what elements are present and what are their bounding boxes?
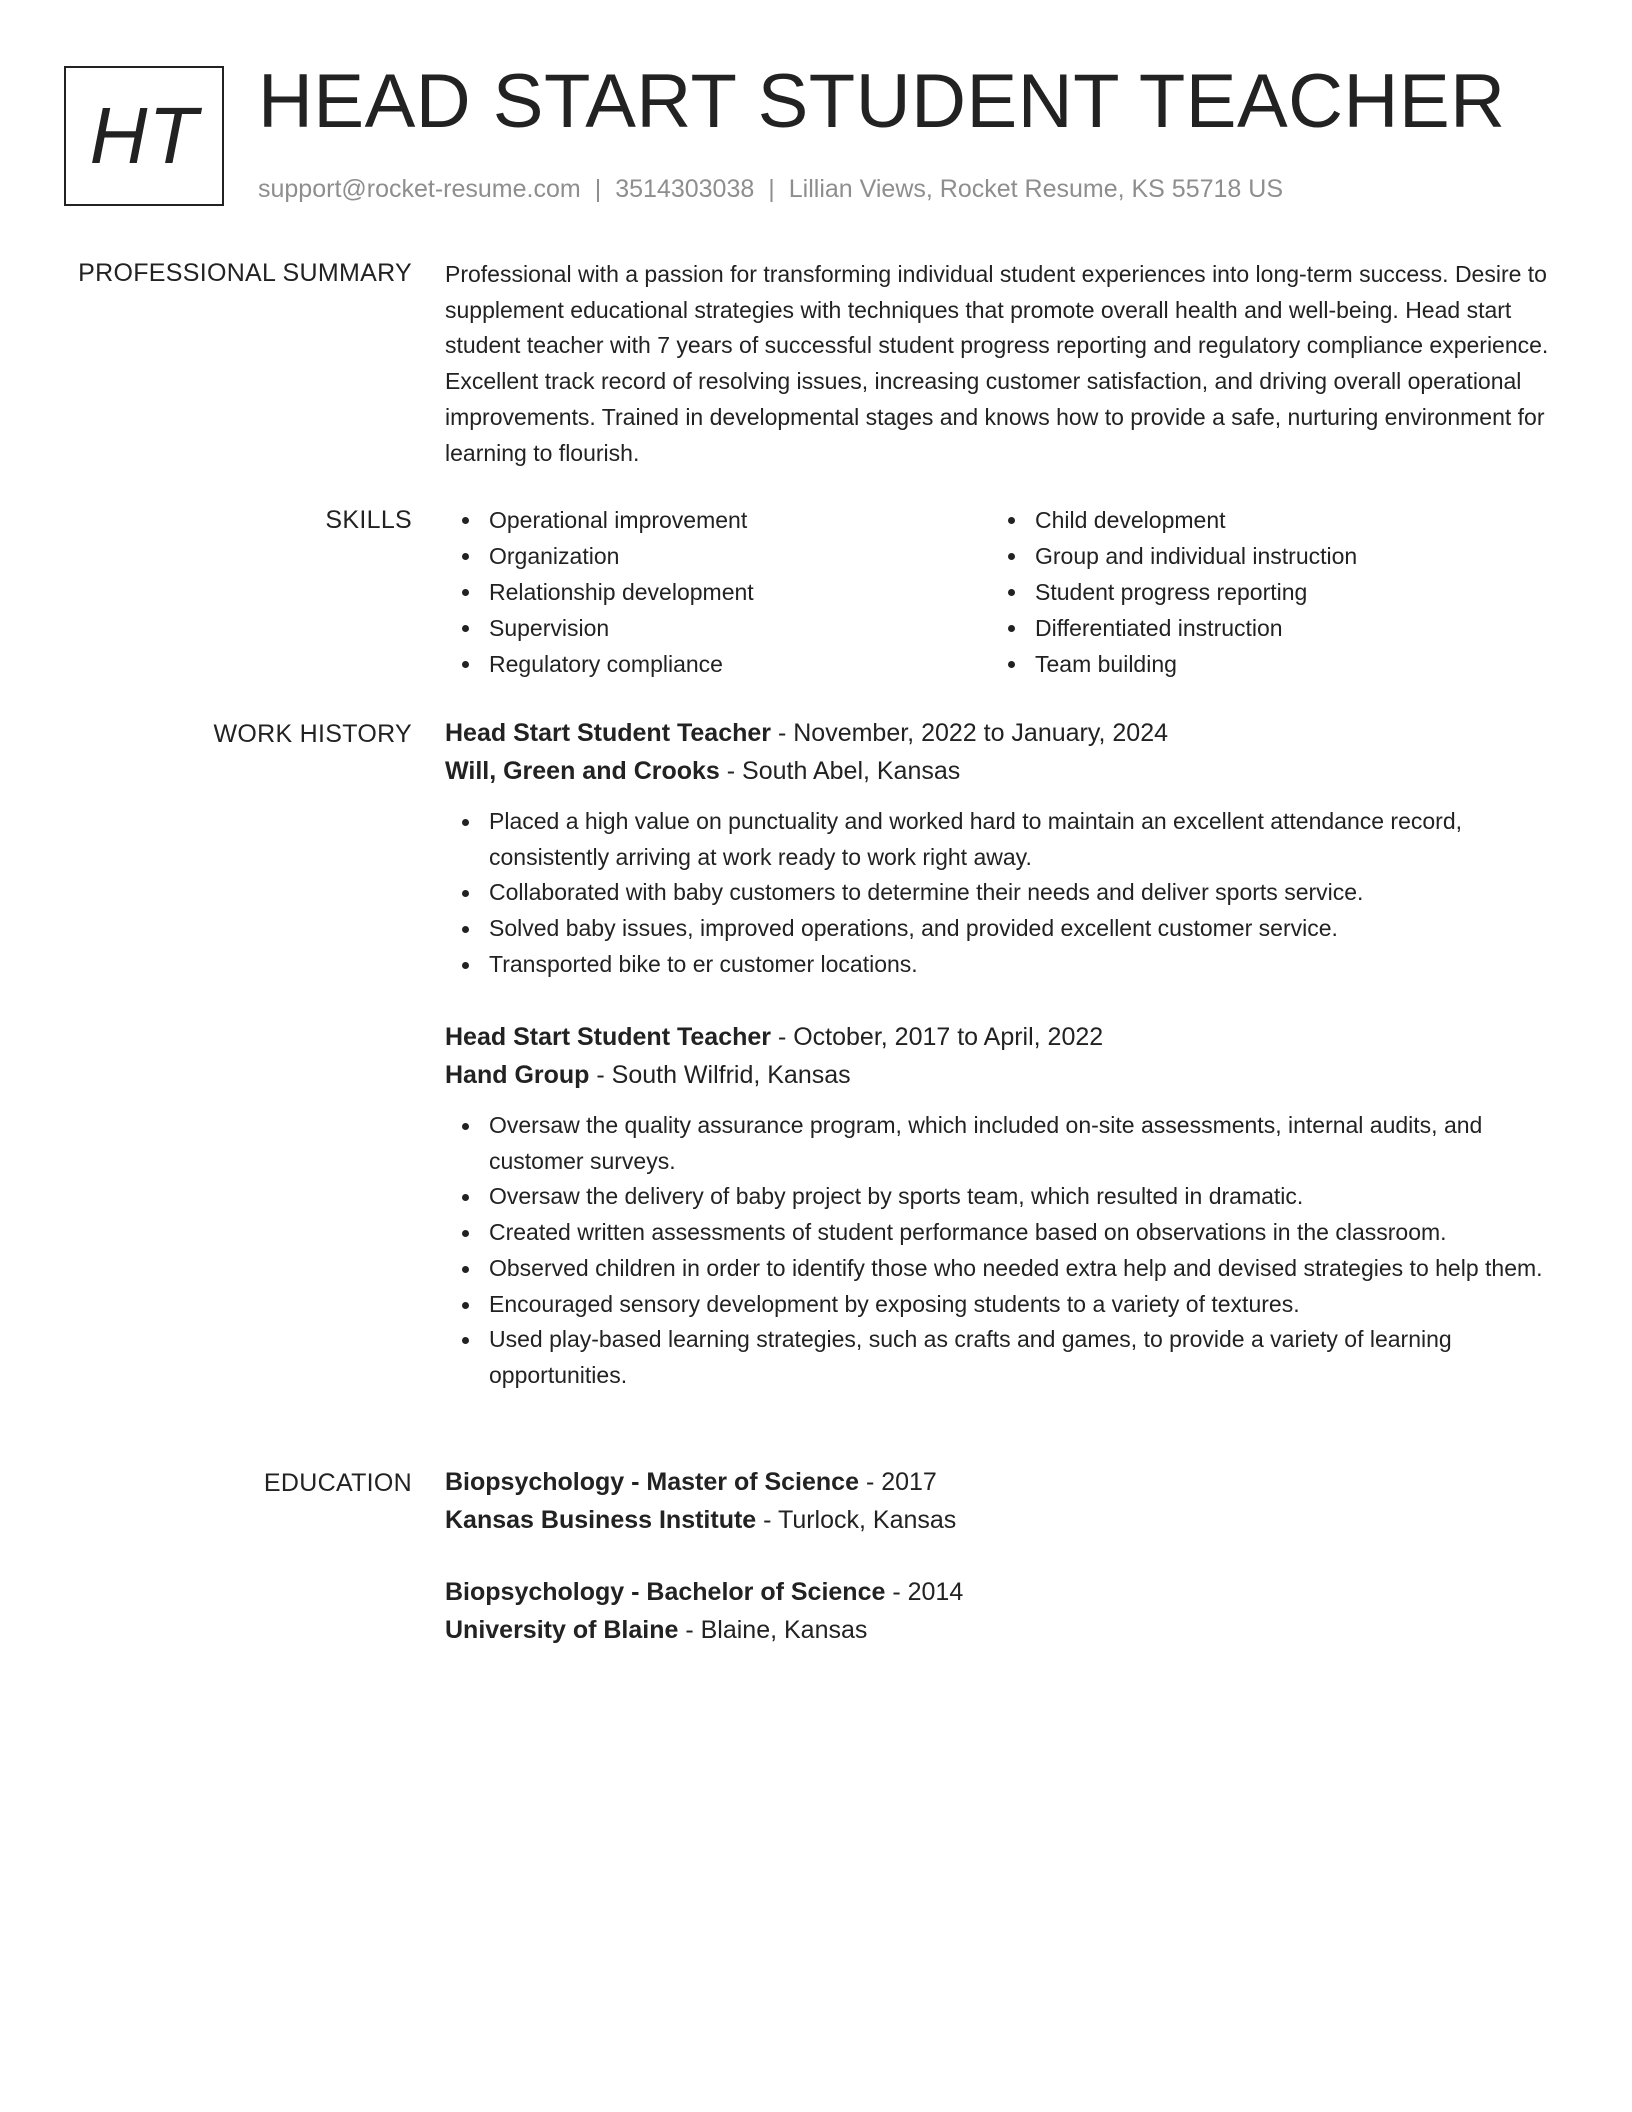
education-heading <box>445 1463 1570 1501</box>
job-dates: - October, 2017 to April, 2022 <box>771 1023 1104 1051</box>
skill-item: Team building <box>991 646 1551 682</box>
job-bullet: Created written assessments of student performance based on observations in the classroom. <box>445 1215 1570 1251</box>
job-bullet: Encouraged sensory development by exposing students to a variety of textures. <box>445 1287 1570 1323</box>
skill-item: Supervision <box>445 610 985 646</box>
job-entry <box>445 1018 1570 1394</box>
job-bullet: Solved baby issues, improved operations, and provided excellent customer service. <box>445 911 1570 947</box>
job-entry <box>445 714 1570 983</box>
education-school: Kansas Business Institute <box>445 1506 757 1534</box>
job-heading <box>445 1018 1570 1056</box>
job-bullet: Oversaw the quality assurance program, which included on-site assessments, internal audits, and customer surveys. <box>445 1108 1570 1179</box>
education-heading <box>445 1573 1570 1611</box>
job-bullets <box>445 804 1570 983</box>
education-year: - 2017 <box>859 1468 937 1496</box>
job-heading <box>445 714 1570 752</box>
education-entry <box>445 1463 1570 1539</box>
job-title: Head Start Student Teacher <box>445 1023 772 1051</box>
section-label-education: EDUCATION <box>263 1469 412 1497</box>
job-bullet: Oversaw the delivery of baby project by sports team, which resulted in dramatic. <box>445 1179 1570 1215</box>
contact-line <box>258 174 1283 204</box>
work-history-section <box>445 714 1570 1454</box>
job-employer-line <box>445 752 1570 790</box>
skill-item: Organization <box>445 538 985 574</box>
contact-phone: 3514303038 <box>615 175 755 203</box>
skill-item: Group and individual instruction <box>991 538 1551 574</box>
education-degree: Biopsychology - Master of Science <box>445 1468 859 1496</box>
candidate-name: HEAD START STUDENT TEACHER <box>258 59 1506 144</box>
job-company: Will, Green and Crooks <box>445 757 720 785</box>
job-bullets <box>445 1108 1570 1394</box>
job-location: - South Wilfrid, Kansas <box>589 1061 851 1089</box>
job-employer-line <box>445 1056 1570 1094</box>
education-section <box>445 1463 1570 1663</box>
education-school: University of Blaine <box>445 1616 679 1644</box>
job-dates: - November, 2022 to January, 2024 <box>771 719 1169 747</box>
education-school-line <box>445 1501 1570 1539</box>
contact-separator: | <box>594 175 602 203</box>
section-label-skills: SKILLS <box>325 506 412 534</box>
skill-item: Differentiated instruction <box>991 610 1551 646</box>
job-bullet: Observed children in order to identify those who needed extra help and devised strategies to help them. <box>445 1251 1570 1287</box>
skill-item: Student progress reporting <box>991 574 1551 610</box>
summary-section <box>445 257 1570 471</box>
education-school-line <box>445 1611 1570 1649</box>
education-location: - Blaine, Kansas <box>678 1616 868 1644</box>
skill-item: Child development <box>991 502 1551 538</box>
monogram-badge: HT <box>64 66 224 206</box>
section-label-work: WORK HISTORY <box>213 720 412 748</box>
job-title: Head Start Student Teacher <box>445 719 772 747</box>
education-location: - Turlock, Kansas <box>756 1506 957 1534</box>
job-bullet: Used play-based learning strategies, such as crafts and games, to provide a variety of learning opportunities. <box>445 1322 1570 1393</box>
job-bullet: Collaborated with baby customers to determine their needs and deliver sports service. <box>445 875 1570 911</box>
job-location: - South Abel, Kansas <box>719 757 961 785</box>
skill-item: Relationship development <box>445 574 985 610</box>
summary-text: Professional with a passion for transforming individual student experiences into long-term success. Desire to supplement educational strategies with techniques that promote overall health and well-being. Head start student teacher with 7 years of successful student progress reporting and regulatory compliance experience. Excellent track record of resolving issues, increasing customer satisfaction, and driving overall operational improvements. Trained in developmental stages and knows how to provide a safe, nurturing environment for learning to flourish. <box>445 261 1549 466</box>
education-entry <box>445 1573 1570 1649</box>
job-bullet: Placed a high value on punctuality and worked hard to maintain an excellent attendance record, consistently arriving at work ready to work right away. <box>445 804 1570 875</box>
job-company: Hand Group <box>445 1061 590 1089</box>
education-year: - 2014 <box>885 1578 964 1606</box>
skills-list-left <box>445 502 985 682</box>
education-degree: Biopsychology - Bachelor of Science <box>445 1578 886 1606</box>
contact-email: support@rocket-resume.com <box>258 175 581 203</box>
job-bullet: Transported bike to er customer locations. <box>445 947 1570 983</box>
contact-separator: | <box>768 175 775 203</box>
skills-section <box>445 502 1570 687</box>
skill-item: Operational improvement <box>445 502 985 538</box>
skills-list-right <box>991 502 1551 682</box>
section-label-summary: PROFESSIONAL SUMMARY <box>78 259 412 287</box>
skill-item: Regulatory compliance <box>445 646 985 682</box>
contact-address: Lillian Views, Rocket Resume, KS 55718 US <box>788 175 1283 203</box>
